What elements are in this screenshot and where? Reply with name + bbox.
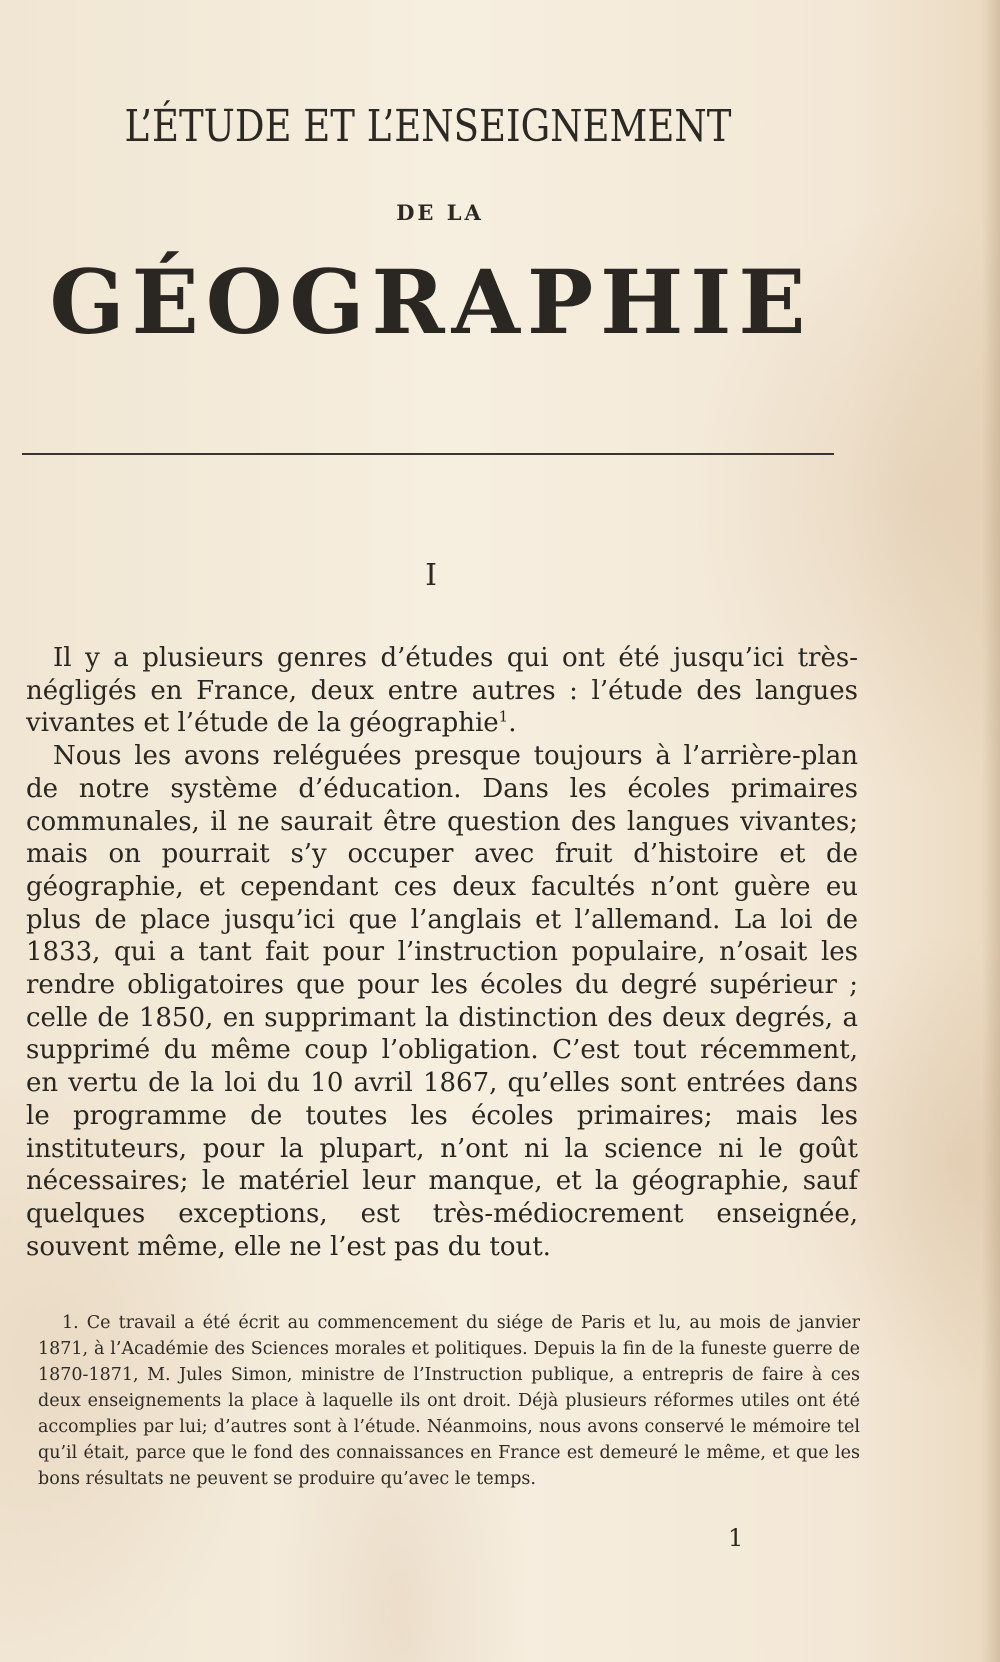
paragraph-2: Nous les avons reléguées presque toujours à l’arrière-plan de notre système d’éducation. Dans les écoles primaires communales, il ne saurait être question des langues vivantes; mais on pourrait s’y occuper avec fruit d’histoire et de géographie, et cependant ces deux facultés n’ont guère eu plus de place jusqu’ici que l’anglais et l’allemand. La loi de 1833, qui a tant fait pour l’instruction populaire, n’osait les rendre obligatoires que pour les écoles du degré supérieur ; celle de 1850, en supprimant la distinction des deux degrés, a supprimé du même coup l’obligation. C’est tout récemment, en vertu de la loi du 10 avril 1867, qu’elles sont entrées dans le programme de toutes les écoles primaires; mais les instituteurs, pour la plupart, n’ont ni la science ni le goût nécessaires; le matériel leur manque, et la géographie, sauf quelques exceptions, est très-médiocrement enseignée, souvent même, elle ne l’est pas du tout.: [26, 741, 858, 1262]
title-line-1: L’ÉTUDE ET L’ENSEIGNEMENT: [124, 100, 732, 152]
title-line-2: DE LA: [396, 200, 484, 225]
title-divider: [22, 453, 834, 455]
paragraph-1-text: Il y a plusieurs genres d’études qui ont été jusqu’ici très-négligés en France, deux entre autres : l’étude des langues vivantes et l’étude de la géographie: [26, 643, 858, 739]
section-number: I: [425, 558, 437, 593]
footnote: 1. Ce travail a été écrit au commencement du siége de Paris et lu, au mois de janvier 1871, à l’Académie des Sciences morales et politiques. Depuis la fin de la funeste guerre de 1870-1871, M. Jules Simon, ministre de l’Instruction publique, a entrepris de faire à ces deux enseignements la place à laquelle ils ont droit. Déjà plusieurs réformes utiles ont été accomplies par lui; d’autres sont à l’étude. Néanmoins, nous avons conservé le mémoire tel qu’il était, parce que le fond des connaissances en France est demeuré le même, et que les bons résultats ne peuvent se produire qu’avec le temps.: [38, 1313, 860, 1489]
paragraph-1: [26, 642, 858, 740]
paragraph-1-end: .: [508, 708, 517, 739]
title-main: GÉOGRAPHIE: [49, 250, 813, 354]
footnote-reference: 1: [498, 707, 509, 726]
body-text: [26, 642, 858, 1263]
page-number: 1: [728, 1524, 744, 1552]
